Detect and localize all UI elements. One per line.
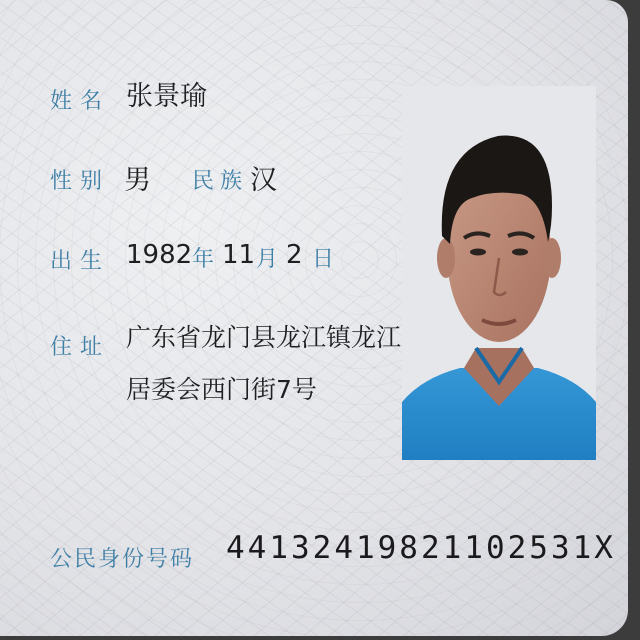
name-value: 张景瑜 [126, 81, 207, 112]
birth-month: 11 [222, 240, 256, 270]
ethnicity-label: 民族 [192, 169, 249, 194]
id-number-value: 44132419821102531X [226, 530, 616, 566]
address-line-1: 广东省龙门县龙江镇龙江 [126, 323, 402, 352]
name-label: 姓名 [50, 89, 111, 114]
left-ear [437, 238, 455, 278]
right-eye [512, 249, 528, 256]
address-line-2: 居委会西门街7号 [126, 375, 317, 404]
birth-year: 1982 [126, 240, 193, 270]
id-number-label: 公民身份号码 [50, 547, 195, 572]
birth-label: 出生 [50, 249, 111, 274]
left-eye [470, 249, 486, 256]
year-unit: 年 [192, 247, 215, 272]
gender-label: 性别 [50, 169, 111, 194]
portrait-photo [402, 86, 596, 460]
birth-day: 2 [286, 240, 303, 270]
right-ear [543, 238, 561, 278]
month-unit: 月 [256, 247, 279, 272]
day-unit: 日 [312, 247, 335, 272]
gender-value: 男 [124, 165, 151, 196]
ethnicity-value: 汉 [250, 165, 277, 196]
address-label: 住址 [50, 335, 111, 360]
